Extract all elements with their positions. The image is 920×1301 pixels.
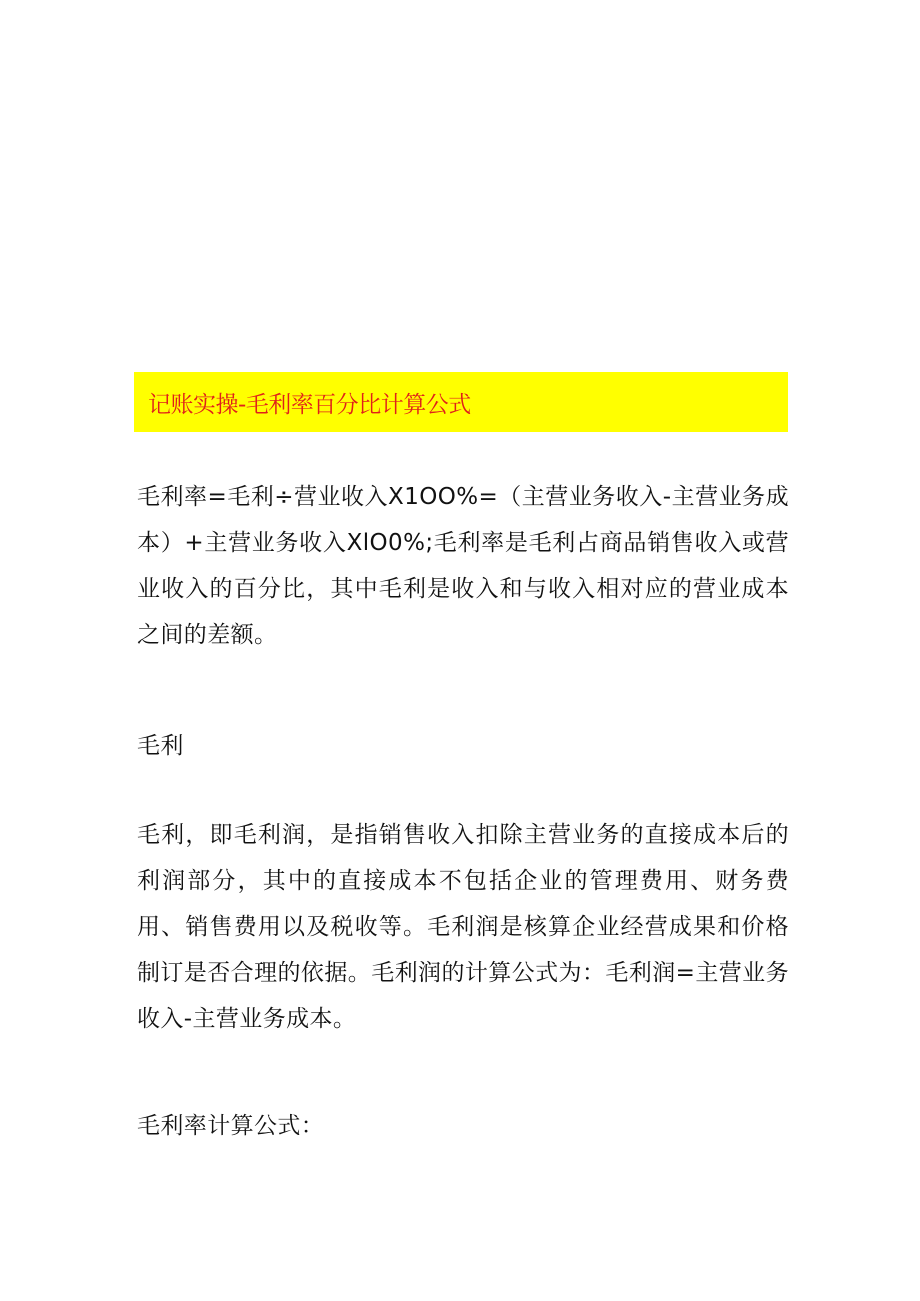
gross-profit-heading: 毛利 <box>137 733 184 759</box>
formula-heading: 毛利率计算公式： <box>137 1113 325 1139</box>
gross-profit-paragraph: 毛利，即毛利润，是指销售收入扣除主营业务的直接成本后的利润部分，其中的直接成本不包括企业的管理费用、财务费用、销售费用以及税收等。毛利润是核算企业经营成果和价格制订是否合理的依据。毛利润的计算公式为：毛利润=主营业务收入-主营业务成本。 <box>137 822 789 1032</box>
definition-paragraph: 毛利率=毛利÷营业收入X1OO%=（主营业务收入-主营业务成本）+主营业务收入XlO0%;毛利率是毛利占商品销售收入或营业收入的百分比，其中毛利是收入和与收入相对应的营业成本之间的差额。 <box>137 484 789 648</box>
document-title: 记账实操-毛利率百分比计算公式 <box>148 391 471 418</box>
title-banner <box>134 372 788 432</box>
